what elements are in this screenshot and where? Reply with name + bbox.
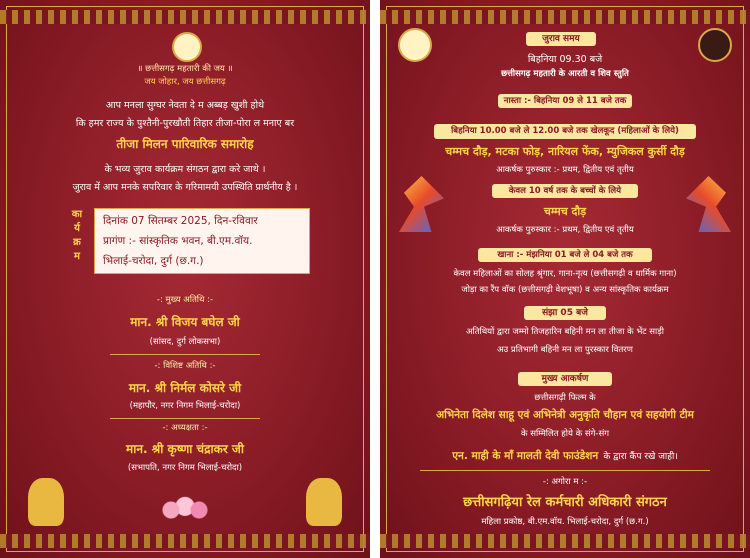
- prize-line1: आकर्षक पुरुस्कार :- प्रथम, द्वितीय एवं तृतीय: [496, 165, 634, 175]
- header-line2: जय जोहार, जय छत्तीसगढ़: [144, 77, 226, 87]
- special-guest-title: (महापौर, नगर निगम भिलाई-चरोदा): [129, 401, 241, 411]
- time-morning: बिहनिया 09.30 बजे: [527, 54, 603, 65]
- program-date: दिनांक 07 सितम्बर 2025, दिन-रविवार: [103, 215, 258, 227]
- org-name: छत्तीसगढ़िया रेल कर्मचारी अधिकारी संगठन: [463, 495, 667, 510]
- divider: [110, 354, 260, 355]
- evening-pill: संझा 05 बजे: [524, 306, 606, 320]
- eye-camp-line: [380, 444, 750, 463]
- chief-guest-name: मान. श्री विजय बघेल जी: [130, 315, 240, 329]
- actors-desc: के सम्मिलित होये के संगे-संग: [520, 429, 610, 439]
- event-name: तीजा मिलन पारिवारिक समारोह: [116, 137, 254, 151]
- chief-guest-title: (सांसद, दुर्ग लोकसभा): [149, 337, 221, 347]
- aarti-desc: छत्तीसगढ़ महतारी के आरती व शिव स्तुति: [501, 69, 629, 79]
- divider: [420, 470, 710, 471]
- chair-title: (सभापति, नगर निगम भिलाई-चरोदा): [127, 463, 243, 473]
- namaste-hands-icon: [306, 478, 342, 526]
- special-guest-label: -: विशिष्ट अतिथि :-: [154, 361, 216, 371]
- eye-camp-desc: के द्वारा कैंप रखे जाही।: [603, 452, 678, 462]
- chief-guest-label: -: मुख्य अतिथि :-: [156, 295, 214, 305]
- invite-line1: आप मनला सुग्घर नेवता दे म अब्बड़ खुशी होथे: [105, 100, 265, 111]
- lunch-pill: खाना :- मंझनिया 01 बजे ले 04 बजे तक: [478, 248, 652, 262]
- kids-game: चम्मच दौड़: [543, 205, 587, 218]
- special-guest-name: मान. श्री निर्मल कोसरे जी: [128, 381, 242, 395]
- invite-line3: के भव्य जुराव कार्यक्रम संगठन द्वारा करे जाथे ।: [104, 164, 266, 175]
- namaste-hands-icon: [28, 478, 64, 526]
- invite-line4: जुराव में आप मनके सपरिवार के गरिमामयी उपस्थिति प्रार्थनीय है ।: [72, 182, 298, 193]
- eye-camp-foundation: एन. माही के माँ मालती देवी फाउंडेशन: [452, 450, 599, 462]
- org-address: महिला प्रकोष्ठ, बी.एम.वॉय. भिलाई-चरोदा, दुर्ग (छ.ग.): [481, 517, 649, 527]
- prize-line2: आकर्षक पुरुस्कार :- प्रथम, द्वितीय एवं तृतीय: [496, 225, 634, 235]
- side-label-part: म: [74, 251, 80, 262]
- breakfast-pill: नास्ता :- बिहनिया 09 ले 11 बजे तक: [498, 94, 632, 108]
- evening-desc2: अउ प्रतिभागी बहिनी मन ला पुरस्कार वितरण: [497, 345, 633, 355]
- film-line: छत्तीसगढ़ी फिल्म के: [534, 393, 596, 403]
- bottom-ornament-band: [0, 534, 370, 548]
- attraction-pill: मुख्य आकर्षण: [518, 372, 612, 386]
- program-details-box: [94, 208, 310, 274]
- left-invitation-card: [0, 0, 370, 558]
- side-label-part: का: [71, 209, 83, 220]
- side-label-part: क्र: [73, 237, 81, 248]
- games-time-pill: बिहनिया 10.00 बजे ले 12.00 बजे तक खेलकूद (महिलाओं के लिये): [434, 124, 696, 139]
- flower-bouquet-icon: [150, 492, 220, 528]
- program-venue: प्रागंण :- सांस्कृतिक भवन, बी.एम.वॉय.: [103, 235, 253, 247]
- host-label: -: अगोरा म :-: [542, 477, 588, 487]
- kids-pill: केवल 10 वर्ष तक के बच्चों के लिये: [492, 184, 638, 198]
- right-invitation-card: [380, 0, 750, 558]
- lunch-desc1: केवल महिलाओं का सोलह श्रृंगार, गाना-नृत्य (छत्तीसगढ़ी व धार्मिक गाना): [453, 269, 677, 279]
- side-label-part: र्य: [74, 223, 80, 234]
- top-ornament-band: [380, 10, 750, 24]
- chair-name: मान. श्री कृष्णा चंद्राकर जी: [126, 442, 244, 456]
- juraav-time-pill: जुराव समय: [526, 32, 596, 46]
- chair-label: -: अध्यक्षता :-: [162, 423, 208, 433]
- top-ornament-band: [0, 10, 370, 24]
- program-city: भिलाई-चरोदा, दुर्ग (छ.ग.): [103, 255, 204, 267]
- header-line1: ॥ छत्तीसगढ़ महतारी की जय ॥: [137, 64, 233, 74]
- bottom-ornament-band: [380, 534, 750, 548]
- lunch-desc2: जोड़ा का रैंप वॉक (छत्तीसगढ़ी वेशभूषा) व अन्य सांस्कृतिक कार्यक्रम: [461, 285, 669, 295]
- actors-line: अभिनेता दिलेश साहू एवं अभिनेत्री अनुकृति चौहान एवं सहयोगी टीम: [436, 409, 694, 421]
- deity-emblem-icon: [172, 32, 202, 62]
- program-side-label: [62, 208, 92, 264]
- evening-desc1: अतिथियों द्वारा जम्मो तिजहारिन बहिनी मन ला तीजा के भेंट साड़ी: [466, 327, 664, 337]
- invite-line2: कि हमर राज्य के पुश्तैनी-पुरखौती तिहार तीजा-पोरा ल मनाए बर: [75, 118, 295, 129]
- games-list: चम्मच दौड़, मटका फोड़, नारियल फेंक, म्युजिकल कुर्सी दौड़: [445, 145, 685, 158]
- divider: [110, 418, 260, 419]
